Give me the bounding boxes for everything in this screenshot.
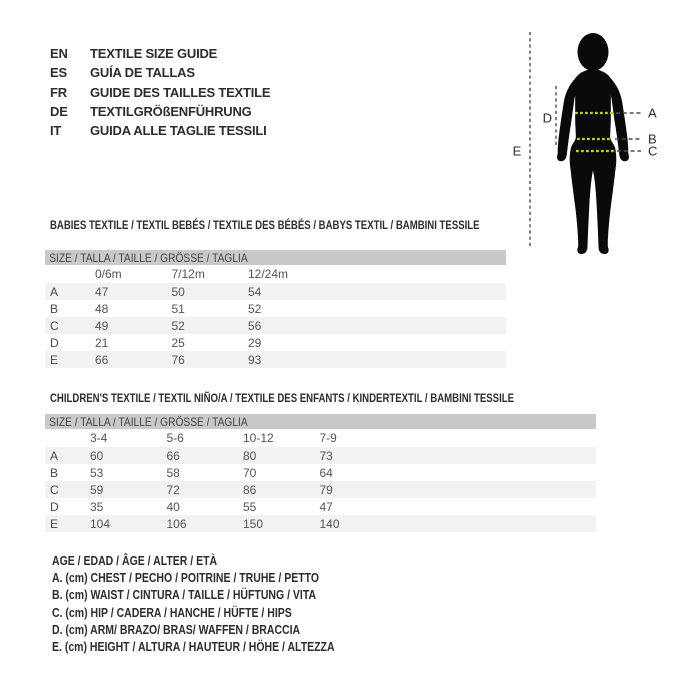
label-D: D xyxy=(542,110,552,126)
lang-row-fr xyxy=(50,83,270,102)
table-row xyxy=(45,447,596,464)
label-B: B xyxy=(648,131,657,147)
lang-title: GUIDA ALLE TAGLIE TESSILI xyxy=(90,123,267,139)
lang-row-es xyxy=(50,63,270,82)
legend-height: E. (cm) HEIGHT / ALTURA / HAUTEUR / HÖHE / ALTEZZA xyxy=(52,640,335,655)
cell-value: 55 xyxy=(243,499,257,514)
cell-value: 29 xyxy=(248,335,262,350)
measurement-figure xyxy=(500,25,700,265)
lang-code: FR xyxy=(50,84,67,100)
legend-hip: C. (cm) HIP / CADERA / HANCHE / HÜFTE / HIPS xyxy=(52,605,292,620)
cell-value: 140 xyxy=(319,516,340,531)
legend-chest: A. (cm) CHEST / PECHO / POITRINE / TRUHE / PETTO xyxy=(52,570,320,585)
cell-value: 70 xyxy=(243,465,257,480)
language-title-list xyxy=(50,44,270,140)
cell-value: 50 xyxy=(171,284,185,299)
legend-waist-row xyxy=(52,587,388,604)
lang-code: DE xyxy=(50,104,68,120)
cell-value: 73 xyxy=(319,448,333,463)
table-row xyxy=(45,481,596,498)
cell-value: 93 xyxy=(248,352,262,367)
cell-value: 49 xyxy=(95,318,109,333)
legend-arm-row xyxy=(52,621,388,638)
babies-table-title: BABIES TEXTILE / TEXTIL BEBÉS / TEXTILE DES BÉBÉS / BABYS TEXTIL / BAMBINI TESSILE xyxy=(50,218,480,232)
table-row xyxy=(45,351,506,368)
cell-value: 150 xyxy=(243,516,264,531)
table-row xyxy=(45,334,506,351)
row-label: C xyxy=(50,318,59,333)
cell-value: 51 xyxy=(171,301,185,316)
column-header: 12/24m xyxy=(248,267,289,281)
row-label: C xyxy=(50,482,59,497)
legend-waist: B. (cm) WAIST / CINTURA / TAILLE / HÜFTUNG / VITA xyxy=(52,588,317,603)
column-header: 0/6m xyxy=(95,267,122,281)
legend-age-row xyxy=(52,552,388,569)
cell-value: 60 xyxy=(90,448,104,463)
column-header: 5-6 xyxy=(166,431,184,445)
lang-title: GUÍA DE TALLAS xyxy=(90,65,195,81)
row-label: B xyxy=(50,301,59,316)
cell-value: 80 xyxy=(243,448,257,463)
table-row xyxy=(45,498,596,515)
cell-value: 47 xyxy=(95,284,109,299)
label-C: C xyxy=(648,143,658,159)
child-silhouette-icon xyxy=(557,33,629,254)
cell-value: 104 xyxy=(90,516,111,531)
row-label: B xyxy=(50,465,59,480)
label-A: A xyxy=(648,105,657,121)
legend-arm: D. (cm) ARM/ BRAZO/ BRAS/ WAFFEN / BRACCIA xyxy=(52,622,301,637)
cell-value: 53 xyxy=(90,465,104,480)
lang-title: GUIDE DES TAILLES TEXTILE xyxy=(90,84,271,100)
row-label: E xyxy=(50,352,59,367)
cell-value: 52 xyxy=(171,318,185,333)
legend-hip-row xyxy=(52,604,388,621)
cell-value: 66 xyxy=(166,448,180,463)
legend-height-row xyxy=(52,638,388,655)
cell-value: 48 xyxy=(95,301,109,316)
cell-value: 86 xyxy=(243,482,257,497)
cell-value: 35 xyxy=(90,499,104,514)
cell-value: 58 xyxy=(166,465,180,480)
cell-value: 21 xyxy=(95,335,109,350)
cell-value: 54 xyxy=(248,284,262,299)
column-header: 3-4 xyxy=(90,431,108,445)
cell-value: 72 xyxy=(166,482,180,497)
table-row xyxy=(45,464,596,481)
table-row xyxy=(45,300,506,317)
cell-value: 40 xyxy=(166,499,180,514)
table-row xyxy=(45,283,506,300)
measurement-legend xyxy=(52,552,388,656)
children-size-table xyxy=(45,414,596,532)
cell-value: 76 xyxy=(171,352,185,367)
row-label: A xyxy=(50,284,59,299)
cell-value: 47 xyxy=(319,499,333,514)
babies-size-table xyxy=(45,250,506,368)
label-E: E xyxy=(512,143,522,159)
row-label: D xyxy=(50,499,59,514)
column-header: 10-12 xyxy=(243,431,274,445)
table-row xyxy=(45,317,506,334)
lang-code: IT xyxy=(50,123,62,139)
lang-title: TEXTILGRÖßENFÜHRUNG xyxy=(90,104,252,120)
cell-value: 52 xyxy=(248,301,262,316)
lang-row-en xyxy=(50,44,270,63)
lang-row-it xyxy=(50,121,270,140)
table-header-row xyxy=(45,414,596,429)
size-header-label: SIZE / TALLA / TAILLE / GRÖSSE / TAGLIA xyxy=(49,414,248,429)
cell-value: 79 xyxy=(319,482,333,497)
row-label: D xyxy=(50,335,59,350)
lang-code: ES xyxy=(50,65,67,81)
column-header: 7-9 xyxy=(319,431,337,445)
lang-title: TEXTILE SIZE GUIDE xyxy=(90,46,218,62)
cell-value: 64 xyxy=(319,465,333,480)
cell-value: 59 xyxy=(90,482,104,497)
lang-code: EN xyxy=(50,46,68,62)
row-label: E xyxy=(50,516,59,531)
cell-value: 25 xyxy=(171,335,185,350)
lang-row-de xyxy=(50,102,270,121)
cell-value: 66 xyxy=(95,352,109,367)
cell-value: 56 xyxy=(248,318,262,333)
column-header-row xyxy=(45,429,596,447)
cell-value: 106 xyxy=(166,516,187,531)
children-table-title: CHILDREN'S TEXTILE / TEXTIL NIÑO/A / TEXTILE DES ENFANTS / KINDERTEXTIL / BAMBINI TESSILE xyxy=(50,391,515,405)
column-header-row xyxy=(45,265,506,283)
table-header-row xyxy=(45,250,506,265)
size-header-label: SIZE / TALLA / TAILLE / GRÖSSE / TAGLIA xyxy=(49,250,248,265)
legend-chest-row xyxy=(52,569,388,586)
table-row xyxy=(45,515,596,532)
legend-age: AGE / EDAD / ÂGE / ALTER / ETÀ xyxy=(52,553,218,568)
column-header: 7/12m xyxy=(171,267,205,281)
row-label: A xyxy=(50,448,59,463)
